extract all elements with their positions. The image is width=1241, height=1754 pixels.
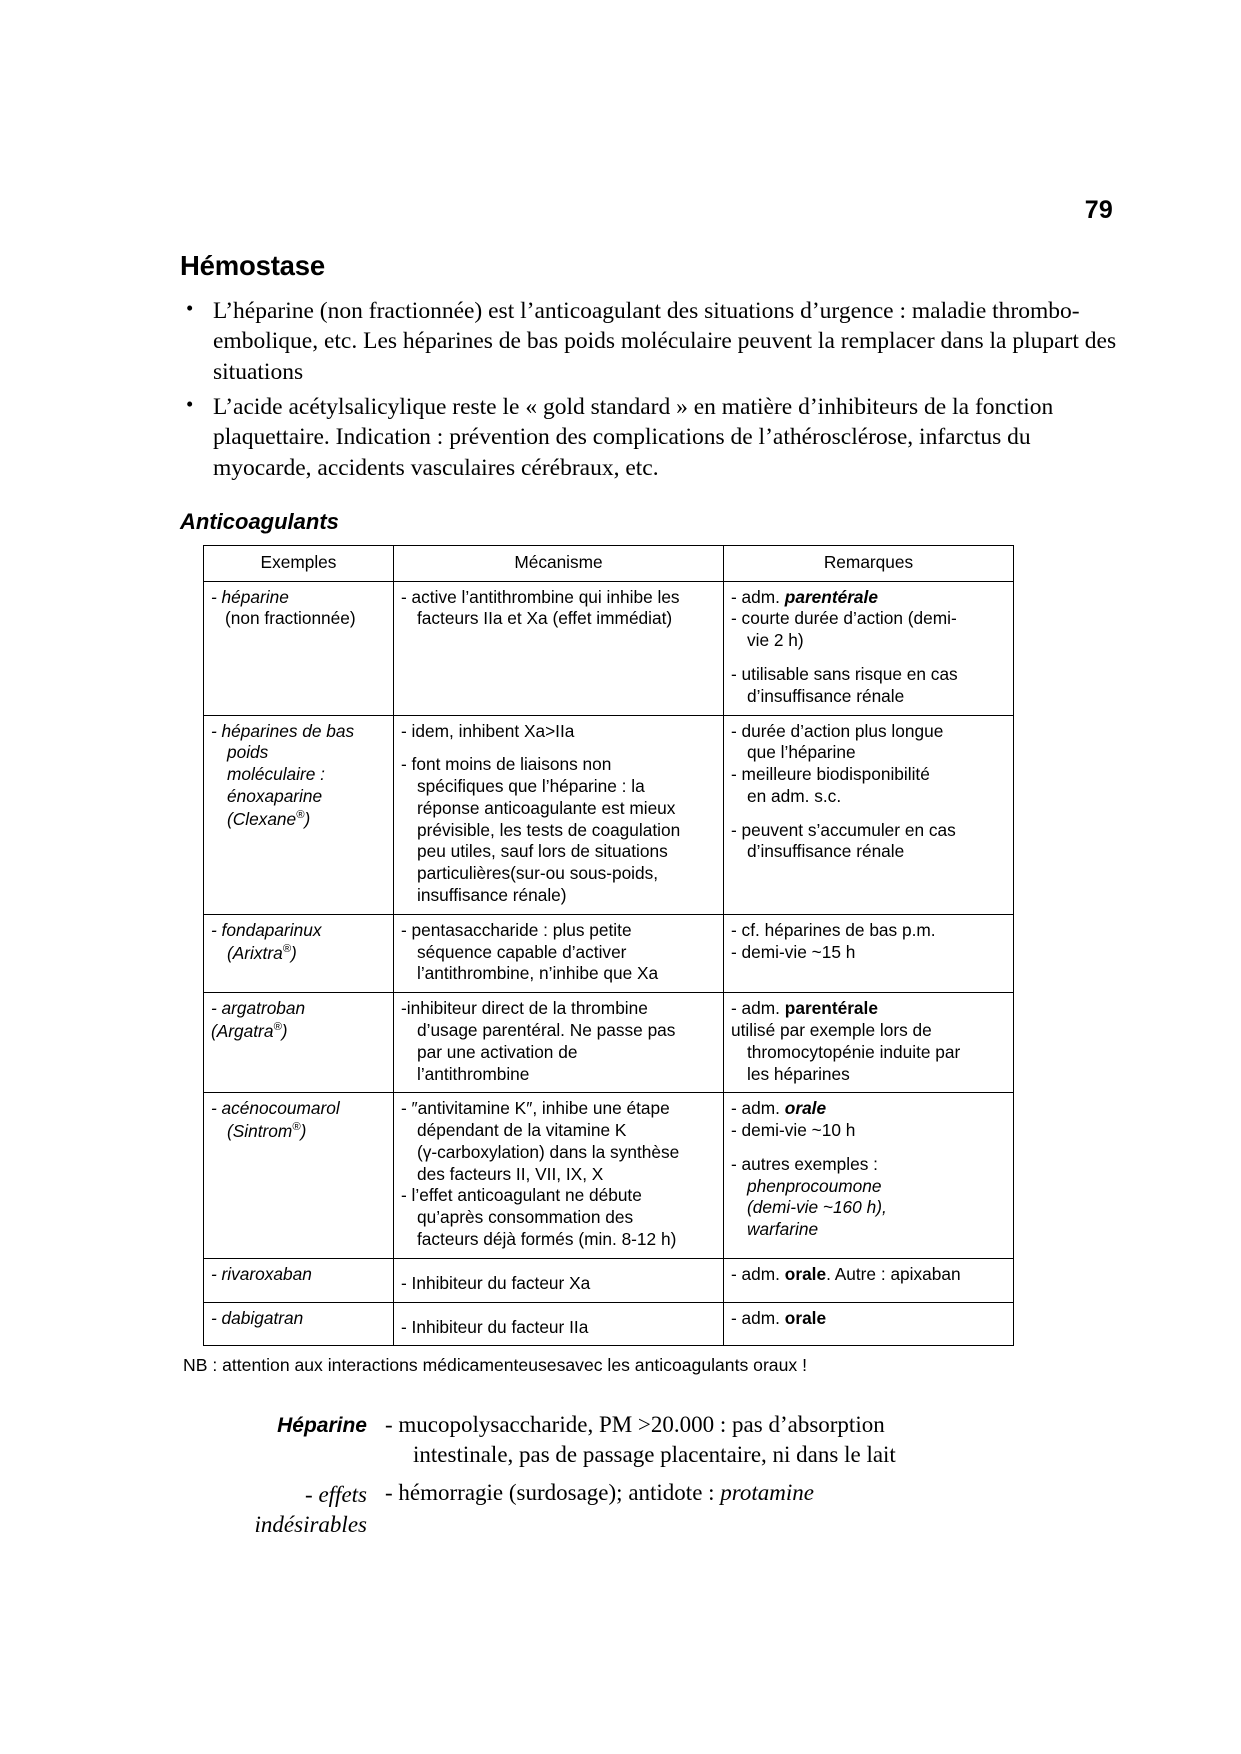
column-header-examples: Exemples	[204, 545, 394, 581]
page-number: 79	[1084, 196, 1113, 224]
table-row	[204, 1093, 1014, 1258]
cell-mecanisme: - active l’antithrombine qui inhibe les facteurs IIa et Xa (effet immédiat)	[394, 581, 724, 715]
cell-remarques: - adm. orale. Autre : apixaban	[724, 1258, 1014, 1302]
table-row	[204, 715, 1014, 914]
cell-examples: - argatroban (Argatra®)	[204, 993, 394, 1093]
intro-bullet-list	[180, 296, 1120, 483]
heparine-label: Héparine	[277, 1414, 367, 1438]
route-emphasis: orale	[784, 1263, 827, 1284]
cell-examples: - fondaparinux (Arixtra®)	[204, 914, 394, 992]
heparine-detail-block	[180, 1410, 1120, 1540]
table-row	[204, 581, 1014, 715]
heparine-effets-text: - hémorragie (surdosage); antidote : protamine	[385, 1480, 814, 1506]
heparine-effets-label: - effets indésirables	[254, 1482, 367, 1537]
cell-mecanisme: - pentasaccharide : plus petite séquence capable d’activer l’antithrombine, n’inhibe que Xa	[394, 914, 724, 992]
cell-remarques: - adm. orale	[724, 1302, 1014, 1346]
column-header-remarques: Remarques	[724, 545, 1014, 581]
cell-examples: - héparine (non fractionnée)	[204, 581, 394, 715]
cell-remarques: - adm. parentérale utilisé par exemple lors de thromocytopénie induite par les héparines	[724, 993, 1014, 1093]
table-row	[204, 1302, 1014, 1346]
anticoagulants-table	[203, 545, 1014, 1346]
heparine-row	[180, 1410, 1120, 1470]
brand-name: (Arixtra®)	[227, 942, 297, 963]
heparine-effets-row	[180, 1478, 1120, 1540]
table-row	[204, 1258, 1014, 1302]
brand-name: (Clexane®)	[227, 808, 311, 829]
list-item: • L’héparine (non fractionnée) est l’anticoagulant des situations d’urgence : maladie thrombo-embolique, etc. Les héparines de bas poids moléculaire peuvent la remplacer dans la plupart des situations	[180, 296, 1120, 387]
table-row	[204, 993, 1014, 1093]
cell-examples: - héparines de bas poids moléculaire : énoxaparine (Clexane®)	[204, 715, 394, 914]
cell-remarques: - adm. orale - demi-vie ~10 h - autres exemples : phenprocoumone (demi-vie ~160 h), warfarine	[724, 1093, 1014, 1258]
brand-name: (Sintrom®)	[227, 1120, 307, 1141]
antidote-name: protamine	[720, 1480, 814, 1506]
route-emphasis: parentérale	[784, 586, 878, 607]
cell-mecanisme: - Inhibiteur du facteur IIa	[394, 1302, 724, 1346]
cell-mecanisme: - ″antivitamine K″, inhibe une étape dépendant de la vitamine K (γ-carboxylation) dans la synthèse des facteurs II, VII, IX, X - l’effet anticoagulant ne débute qu’après consommation des facteurs déjà formés (min. 8-12 h)	[394, 1093, 724, 1258]
table-caption: Anticoagulants	[180, 508, 339, 534]
route-emphasis: parentérale	[784, 998, 878, 1019]
cell-remarques: - adm. parentérale - courte durée d’action (demi- vie 2 h) - utilisable sans risque en cas d’insuffisance rénale	[724, 581, 1014, 715]
cell-remarques: - durée d’action plus longue que l’héparine - meilleure biodisponibilité en adm. s.c. - peuvent s’accumuler en cas d’insuffisance rénale	[724, 715, 1014, 914]
cell-mecanisme: -inhibiteur direct de la thrombine d’usage parentéral. Ne passe pas par une activation de l’antithrombine	[394, 993, 724, 1093]
cell-examples: - dabigatran	[204, 1302, 394, 1346]
route-emphasis: orale	[784, 1098, 827, 1119]
cell-mecanisme: - idem, inhibent Xa>IIa - font moins de liaisons non spécifiques que l’héparine : la réponse anticoagulante est mieux prévisible, les tests de coagulation peu utiles, sauf lors de situations particulières(sur-ou sous-poids, insuffisance rénale)	[394, 715, 724, 914]
route-emphasis: orale	[784, 1307, 827, 1328]
cell-mecanisme: - Inhibiteur du facteur Xa	[394, 1258, 724, 1302]
nb-note: NB : attention aux interactions médicamenteusesavec les anticoagulants oraux !	[183, 1355, 807, 1376]
cell-remarques: - cf. héparines de bas p.m. - demi-vie ~15 h	[724, 914, 1014, 992]
table-header-row	[204, 545, 1014, 581]
page-content	[180, 250, 1120, 1548]
page-title: Hémostase	[180, 250, 325, 281]
cell-examples: - acénocoumarol (Sintrom®)	[204, 1093, 394, 1258]
column-header-mecanisme: Mécanisme	[394, 545, 724, 581]
list-item: • L’acide acétylsalicylique reste le « gold standard » en matière d’inhibiteurs de la fonction plaquettaire. Indication : prévention des complications de l’athérosclérose, infarctus du myocarde, accidents vasculaires cérébraux, etc.	[180, 392, 1120, 483]
heparine-text: - mucopolysaccharide, PM >20.000 : pas d’absorption intestinale, pas de passage placentaire, ni dans le lait	[385, 1412, 896, 1468]
table-row	[204, 914, 1014, 992]
cell-examples: - rivaroxaban	[204, 1258, 394, 1302]
brand-name: (Argatra®)	[211, 1020, 288, 1041]
